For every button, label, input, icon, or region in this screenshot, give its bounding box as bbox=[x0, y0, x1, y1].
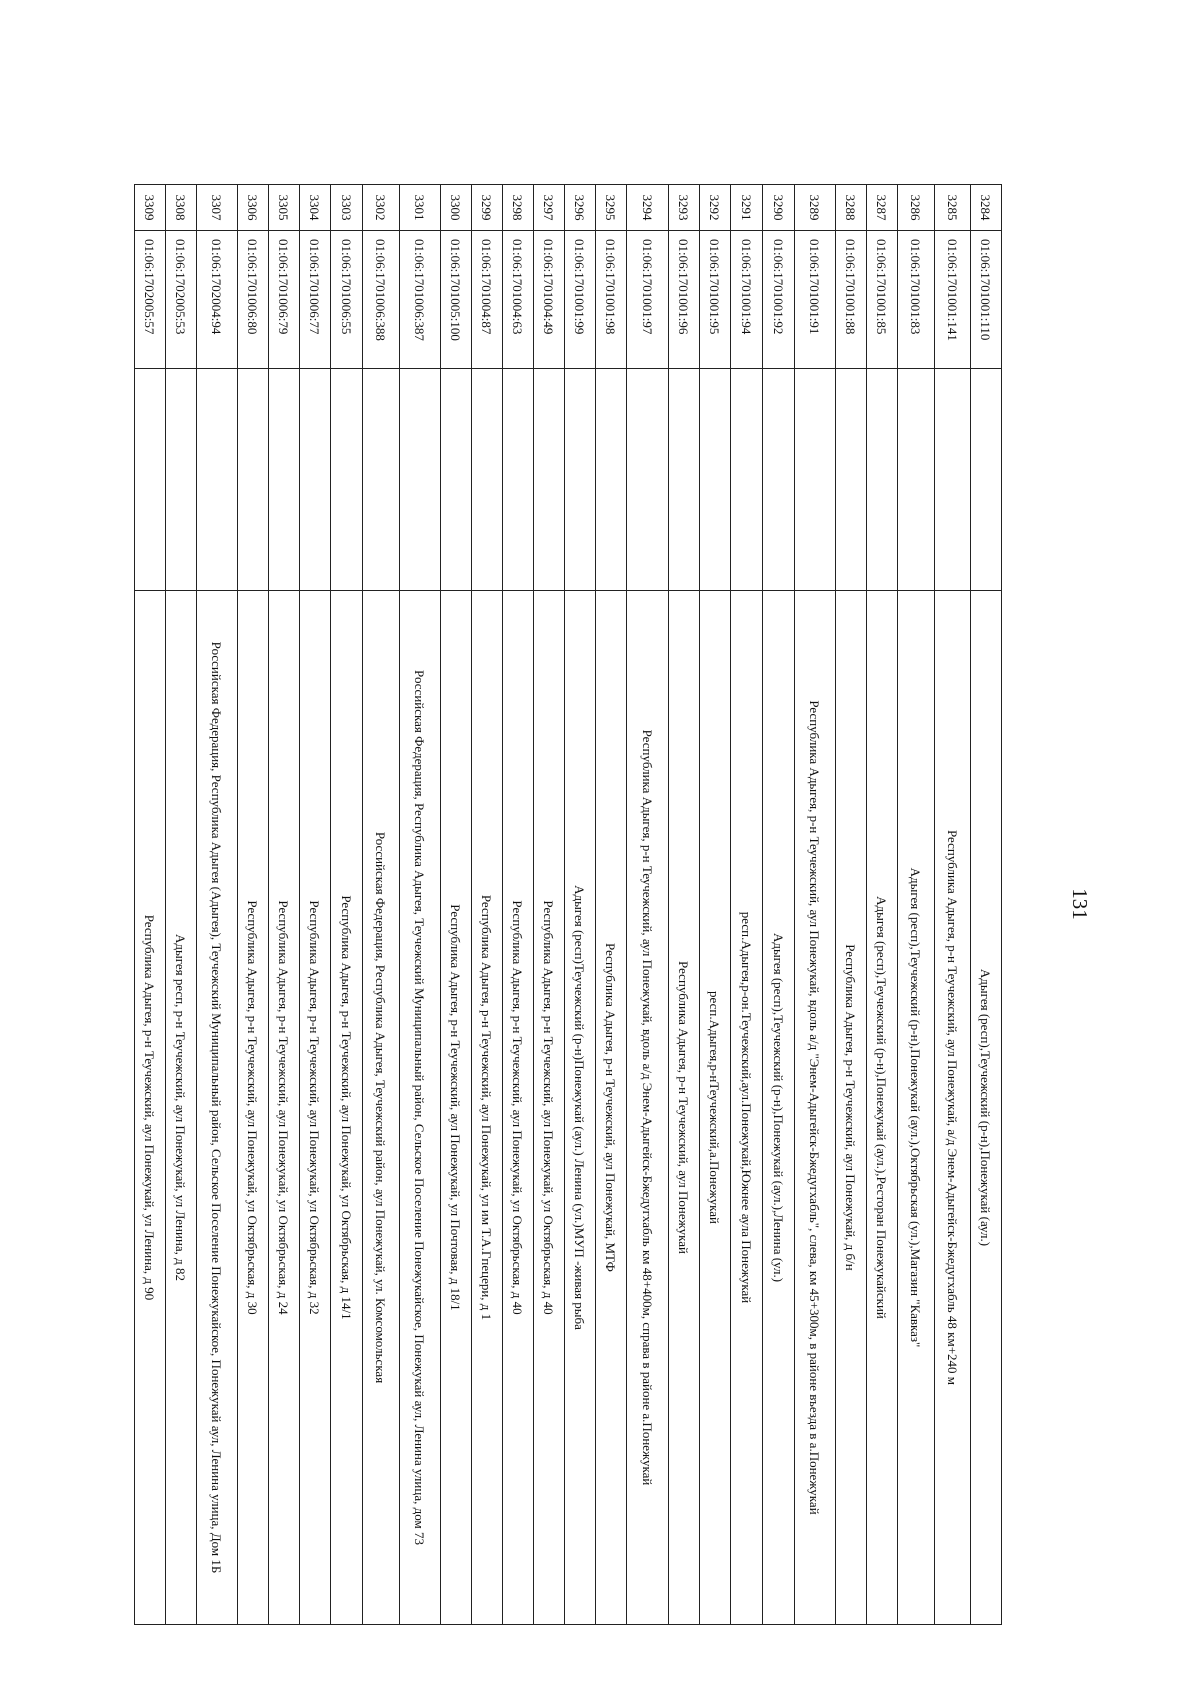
empty-cell bbox=[867, 369, 898, 591]
table-row bbox=[565, 185, 596, 1625]
address-cell: Адыгея респ, р-н Теучежский, аул Понежукай, ул Ленина, д 82 bbox=[166, 591, 197, 1625]
address-cell: Республика Адыгея, р-н Теучежский, аул Понежукай, ул Октябрьская, д 24 bbox=[269, 591, 300, 1625]
row-number-cell: 3290 bbox=[763, 185, 795, 231]
address-cell: Республика Адыгея, р-н Теучежский, аул Понежукай, ул им Т.А.Гпецери, д 1 bbox=[472, 591, 503, 1625]
cadastral-number-cell: 01:06:1701001:96 bbox=[669, 231, 700, 369]
address-cell: Республика Адыгея, р-н Теучежский, аул Понежукай, вдоль а/д Энем-Адыгейск-Бжедугхабль км 48+400м, справа в районе а.Понежукай bbox=[627, 591, 669, 1625]
address-cell: Российская Федерация, Республика Адыгея (Адыгея), Теучежский Муниципальный район, Сельское Поселение Понежукайское, Понежукай аул, Ленина улица, Дом 1Б bbox=[197, 591, 238, 1625]
row-number-cell: 3299 bbox=[472, 185, 503, 231]
table-row bbox=[731, 185, 763, 1625]
row-number-cell: 3284 bbox=[971, 185, 1002, 231]
empty-cell bbox=[935, 369, 971, 591]
cadastral-number-cell: 01:06:1701006:388 bbox=[363, 231, 400, 369]
table-row bbox=[795, 185, 836, 1625]
address-cell: Республика Адыгея, р-н Теучежский, аул Понежукай, ул Октябрьская, д 40 bbox=[534, 591, 565, 1625]
empty-cell bbox=[669, 369, 700, 591]
rotated-page bbox=[142, 184, 1098, 1624]
cadastral-number-cell: 01:06:1701001:99 bbox=[565, 231, 596, 369]
row-number-cell: 3288 bbox=[836, 185, 867, 231]
cadastral-number-cell: 01:06:1701004:87 bbox=[472, 231, 503, 369]
empty-cell bbox=[363, 369, 400, 591]
address-cell: Республика Адыгея, р-н Теучежский, аул Понежукай, ул Октябрьская, д 40 bbox=[503, 591, 534, 1625]
address-cell: Адыгея (респ),Теучежский (р-н),Понежукай (аул.),Ресторан Понежукайский bbox=[867, 591, 898, 1625]
cadastral-number-cell: 01:06:1702004:94 bbox=[197, 231, 238, 369]
row-number-cell: 3295 bbox=[596, 185, 627, 231]
table-row bbox=[441, 185, 472, 1625]
cadastral-number-cell: 01:06:1701004:63 bbox=[503, 231, 534, 369]
empty-cell bbox=[331, 369, 363, 591]
table-row bbox=[238, 185, 269, 1625]
empty-cell bbox=[166, 369, 197, 591]
address-cell: Республика Адыгея, р-н Теучежский, аул Понежукай, вдоль а/д "Энем-Адыгейск-Бжедугхабль", слева, км 45+300м, в районе въезда в а.Понежукай bbox=[795, 591, 836, 1625]
cadastral-number-cell: 01:06:1701006:79 bbox=[269, 231, 300, 369]
empty-cell bbox=[300, 369, 331, 591]
cadastral-number-cell: 01:06:1701001:92 bbox=[763, 231, 795, 369]
empty-cell bbox=[700, 369, 731, 591]
table-row bbox=[534, 185, 565, 1625]
table-row bbox=[971, 185, 1002, 1625]
table-row bbox=[836, 185, 867, 1625]
row-number-cell: 3304 bbox=[300, 185, 331, 231]
empty-cell bbox=[565, 369, 596, 591]
cadastral-number-cell: 01:06:1701006:80 bbox=[238, 231, 269, 369]
address-cell: Республика Адыгея, р-н Теучежский, аул Понежукай, ул Октябрьская, д 30 bbox=[238, 591, 269, 1625]
table-row bbox=[700, 185, 731, 1625]
row-number-cell: 3306 bbox=[238, 185, 269, 231]
row-number-cell: 3287 bbox=[867, 185, 898, 231]
address-cell: Российская Федерация, Республика Адыгея, Теучежский Муниципальный район, Сельское Поселение Понежукайское, Понежукай аул, Ленина улица, дом 73 bbox=[400, 591, 441, 1625]
address-cell: Адыгея (респ),Теучежский (р-н),Понежукай (аул.) bbox=[971, 591, 1002, 1625]
address-cell: Российская Федерация, Республика Адыгея, Теучежский район, аул Понежукай, ул. Комсомольская bbox=[363, 591, 400, 1625]
row-number-cell: 3302 bbox=[363, 185, 400, 231]
cadastral-number-cell: 01:06:1701004:49 bbox=[534, 231, 565, 369]
row-number-cell: 3303 bbox=[331, 185, 363, 231]
row-number-cell: 3289 bbox=[795, 185, 836, 231]
table-row bbox=[197, 185, 238, 1625]
row-number-cell: 3309 bbox=[135, 185, 166, 231]
cadastral-number-cell: 01:06:1701006:387 bbox=[400, 231, 441, 369]
empty-cell bbox=[135, 369, 166, 591]
table-body bbox=[135, 185, 1002, 1625]
cadastral-number-cell: 01:06:1701006:55 bbox=[331, 231, 363, 369]
empty-cell bbox=[400, 369, 441, 591]
row-number-cell: 3293 bbox=[669, 185, 700, 231]
row-number-cell: 3307 bbox=[197, 185, 238, 231]
cadastral-number-cell: 01:06:1701001:85 bbox=[867, 231, 898, 369]
empty-cell bbox=[596, 369, 627, 591]
row-number-cell: 3296 bbox=[565, 185, 596, 231]
cadastral-number-cell: 01:06:1701001:91 bbox=[795, 231, 836, 369]
cadastral-number-cell: 01:06:1701001:88 bbox=[836, 231, 867, 369]
address-cell: Республика Адыгея, р-н Теучежский, аул Понежукай bbox=[669, 591, 700, 1625]
table-row bbox=[867, 185, 898, 1625]
address-cell: Республика Адыгея, р-н Теучежский, аул Понежукай, ул Октябрьская, д 32 bbox=[300, 591, 331, 1625]
empty-cell bbox=[503, 369, 534, 591]
empty-cell bbox=[971, 369, 1002, 591]
empty-cell bbox=[269, 369, 300, 591]
address-cell: Республика Адыгея, р-н Теучежский, аул Понежукай, ул Ленина, д 90 bbox=[135, 591, 166, 1625]
empty-cell bbox=[238, 369, 269, 591]
address-cell: Адыгея (респ),Теучежский (р-н),Понежукай (аул.),Ленина (ул.) bbox=[763, 591, 795, 1625]
table-row bbox=[935, 185, 971, 1625]
address-cell: респ.Адыгея,р-нТеучежский,а.Понежукай bbox=[700, 591, 731, 1625]
empty-cell bbox=[441, 369, 472, 591]
row-number-cell: 3297 bbox=[534, 185, 565, 231]
row-number-cell: 3305 bbox=[269, 185, 300, 231]
table-row bbox=[269, 185, 300, 1625]
table-row bbox=[300, 185, 331, 1625]
table-row bbox=[166, 185, 197, 1625]
table-row bbox=[627, 185, 669, 1625]
table-row bbox=[596, 185, 627, 1625]
address-cell: Республика Адыгея, р-н Теучежский, аул Понежукай, д б/н bbox=[836, 591, 867, 1625]
empty-cell bbox=[795, 369, 836, 591]
table-row bbox=[898, 185, 935, 1625]
cadastral-number-cell: 01:06:1701001:97 bbox=[627, 231, 669, 369]
row-number-cell: 3292 bbox=[700, 185, 731, 231]
cadastral-number-cell: 01:06:1701001:141 bbox=[935, 231, 971, 369]
empty-cell bbox=[763, 369, 795, 591]
empty-cell bbox=[534, 369, 565, 591]
table-row bbox=[400, 185, 441, 1625]
cadastral-number-cell: 01:06:1701001:95 bbox=[700, 231, 731, 369]
empty-cell bbox=[731, 369, 763, 591]
empty-cell bbox=[836, 369, 867, 591]
cadastral-number-cell: 01:06:1701001:94 bbox=[731, 231, 763, 369]
address-cell: респ.Адыгея,р-он.Теучежский,аул.Понежукай,Южнее аула Понежукай bbox=[731, 591, 763, 1625]
table-row bbox=[763, 185, 795, 1625]
cadastral-number-cell: 01:06:1701006:77 bbox=[300, 231, 331, 369]
row-number-cell: 3285 bbox=[935, 185, 971, 231]
table-row bbox=[331, 185, 363, 1625]
table-row bbox=[669, 185, 700, 1625]
row-number-cell: 3298 bbox=[503, 185, 534, 231]
cadastral-number-cell: 01:06:1701005:100 bbox=[441, 231, 472, 369]
registry-table bbox=[134, 184, 1002, 1625]
cadastral-number-cell: 01:06:1701001:98 bbox=[596, 231, 627, 369]
cadastral-number-cell: 01:06:1702005:53 bbox=[166, 231, 197, 369]
row-number-cell: 3308 bbox=[166, 185, 197, 231]
address-cell: Республика Адыгея, р-н Теучежский, аул Понежукай, ул Октябрьская, д 14/1 bbox=[331, 591, 363, 1625]
table-row bbox=[503, 185, 534, 1625]
empty-cell bbox=[898, 369, 935, 591]
empty-cell bbox=[627, 369, 669, 591]
row-number-cell: 3286 bbox=[898, 185, 935, 231]
cadastral-number-cell: 01:06:1701001:83 bbox=[898, 231, 935, 369]
address-cell: Республика Адыгея, р-н Теучежский, аул Понежукай, а/д Энем-Адыгейск-Бжедугхабль 48 км+240 м bbox=[935, 591, 971, 1625]
address-cell: Адыгея (респ),Теучежский (р-н),Понежукай (аул.),Октябрьская (ул.),Магазин "Кавказ" bbox=[898, 591, 935, 1625]
row-number-cell: 3294 bbox=[627, 185, 669, 231]
address-cell: Республика Адыгея, р-н Теучежский, аул Понежукай, ул Почтовая, д 18/1 bbox=[441, 591, 472, 1625]
page-number: 131 bbox=[1068, 888, 1092, 920]
empty-cell bbox=[197, 369, 238, 591]
row-number-cell: 3291 bbox=[731, 185, 763, 231]
table-row bbox=[363, 185, 400, 1625]
address-cell: Республика Адыгея, р-н Теучежский, аул Понежукай, МТФ bbox=[596, 591, 627, 1625]
address-cell: Адыгея (респ)Теучежский (р-н)Понежукай (аул.) Ленина (ул.)МУП -живая рыба bbox=[565, 591, 596, 1625]
table-row bbox=[135, 185, 166, 1625]
row-number-cell: 3300 bbox=[441, 185, 472, 231]
table-row bbox=[472, 185, 503, 1625]
row-number-cell: 3301 bbox=[400, 185, 441, 231]
cadastral-number-cell: 01:06:1701001:110 bbox=[971, 231, 1002, 369]
empty-cell bbox=[472, 369, 503, 591]
cadastral-number-cell: 01:06:1702005:57 bbox=[135, 231, 166, 369]
